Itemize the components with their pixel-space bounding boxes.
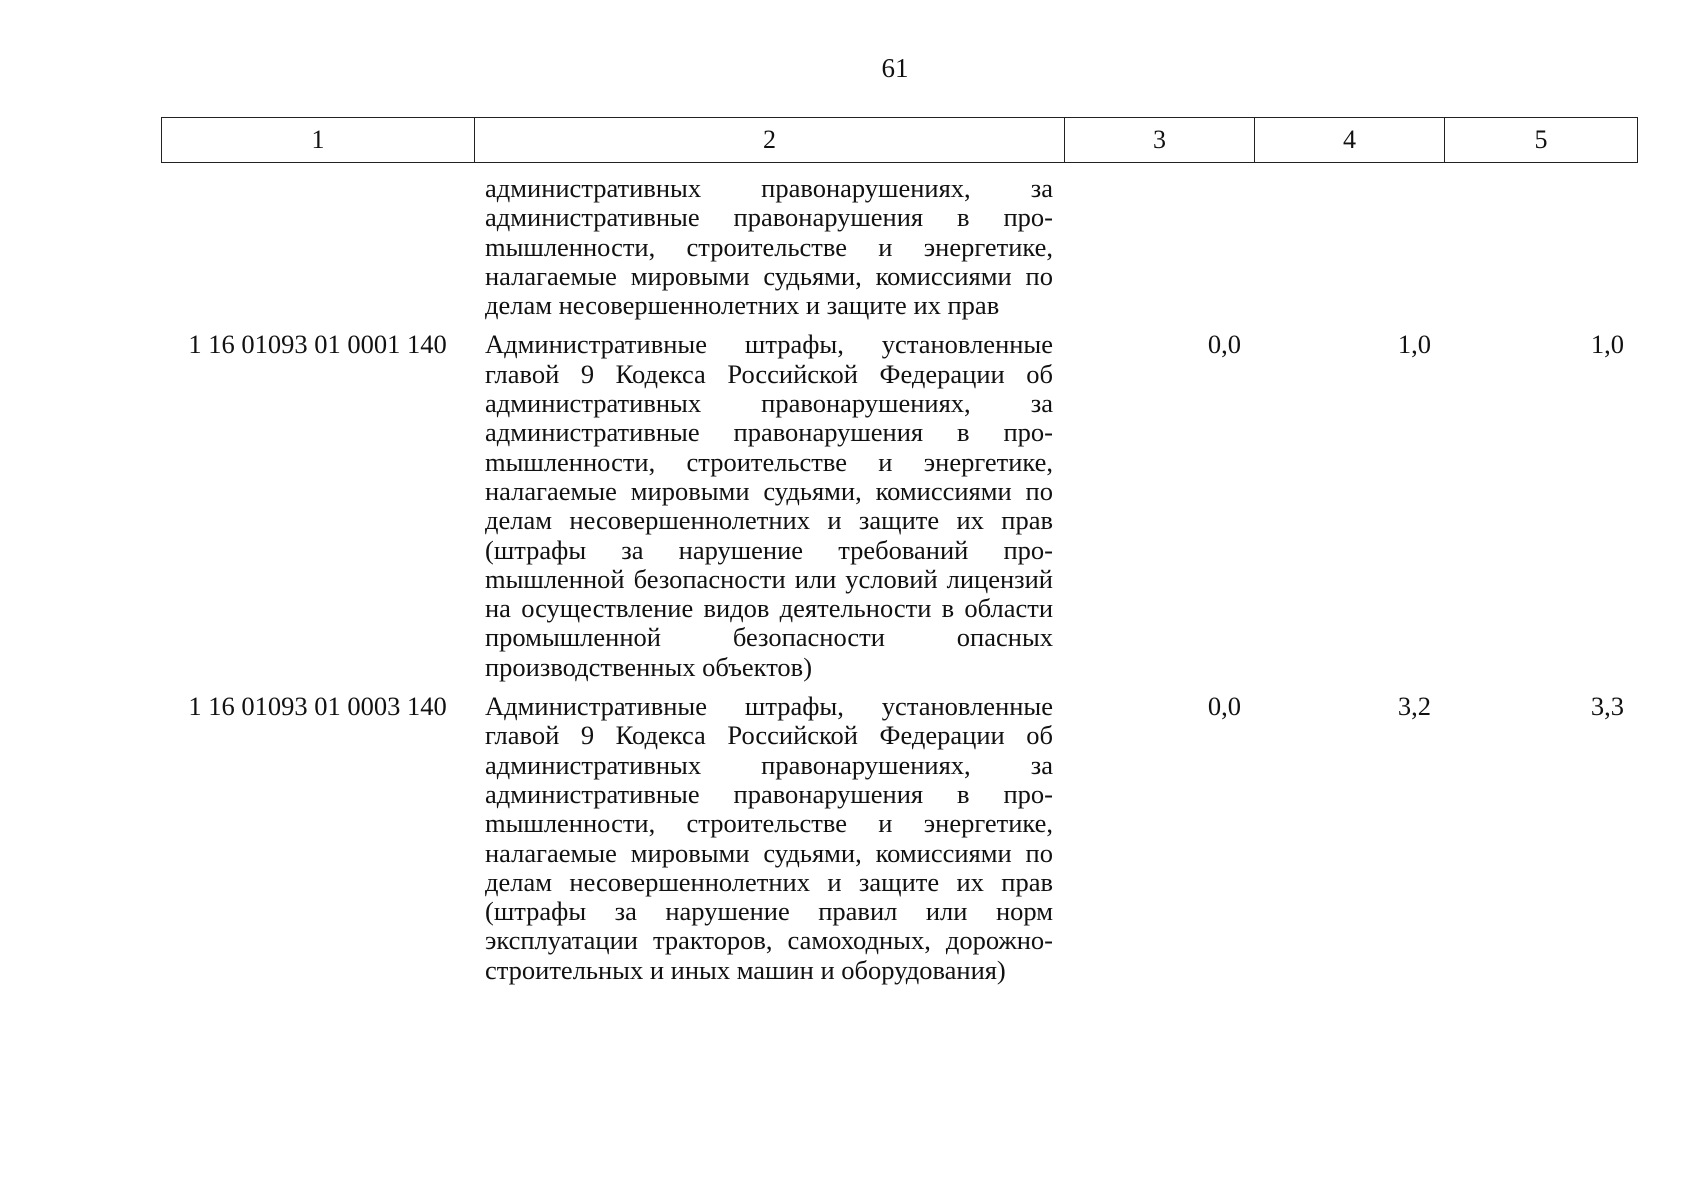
value-col5: 1,0 xyxy=(1590,329,1624,360)
description-text: административных правонарушениях, за административные правонарушения в проmышленности, строительстве и энергетике, налагаемые мировыми судьями, комиссиями по делам несовершеннолетних и защите их прав xyxy=(485,173,1053,321)
code-cell: 1 16 01093 01 0001 140 xyxy=(188,329,447,360)
value-col4: 1,0 xyxy=(1397,329,1431,360)
page-number: 61 xyxy=(881,53,909,83)
header-cell-col1: 1 xyxy=(162,118,475,163)
description-cell xyxy=(474,174,1064,320)
description-cell xyxy=(474,320,1064,682)
description-cell xyxy=(474,682,1064,985)
table-header xyxy=(161,117,1638,163)
description-text: Административные штрафы, установленные главой 9 Кодекса Российской Федерации об административных правонарушениях, за административные правонарушения в проmышленности, строительстве и энергетике, налагаемые мировыми судьями, комиссиями по делам несовершеннолетних и защите их прав (штрафы за нарушение правил или норм эксплуатации тракторов, самоходных, дорожно-строительных и иных машин и оборудования) xyxy=(485,691,1053,985)
table-row xyxy=(161,174,1637,320)
value-col3: 0,0 xyxy=(1207,329,1241,360)
table-body xyxy=(161,174,1637,985)
value-col5 xyxy=(1444,174,1637,320)
header-cell-col5: 5 xyxy=(1445,118,1638,163)
header-cell-col4: 4 xyxy=(1255,118,1445,163)
value-col5: 3,3 xyxy=(1590,691,1624,722)
header-cell-col2: 2 xyxy=(475,118,1065,163)
value-col3: 0,0 xyxy=(1207,691,1241,722)
code-cell xyxy=(161,174,474,320)
value-col3 xyxy=(1064,174,1254,320)
header-cell-col3: 3 xyxy=(1065,118,1255,163)
table-row xyxy=(161,320,1637,682)
code-cell: 1 16 01093 01 0003 140 xyxy=(188,691,447,722)
table-row xyxy=(161,682,1637,985)
header-row xyxy=(162,118,1638,163)
value-col4: 3,2 xyxy=(1397,691,1431,722)
description-text: Административные штрафы, установленные главой 9 Кодекса Российской Федерации об административных правонарушениях, за административные правонарушения в проmышленности, строительстве и энергетике, налагаемые мировыми судьями, комиссиями по делам несовершеннолетних и защите их прав (штрафы за нарушение требований проmышленной безопасности или условий лицензий на осуществление видов деятельности в области промышленной безопасности опасных производственных объектов) xyxy=(485,329,1053,682)
value-col4 xyxy=(1254,174,1444,320)
